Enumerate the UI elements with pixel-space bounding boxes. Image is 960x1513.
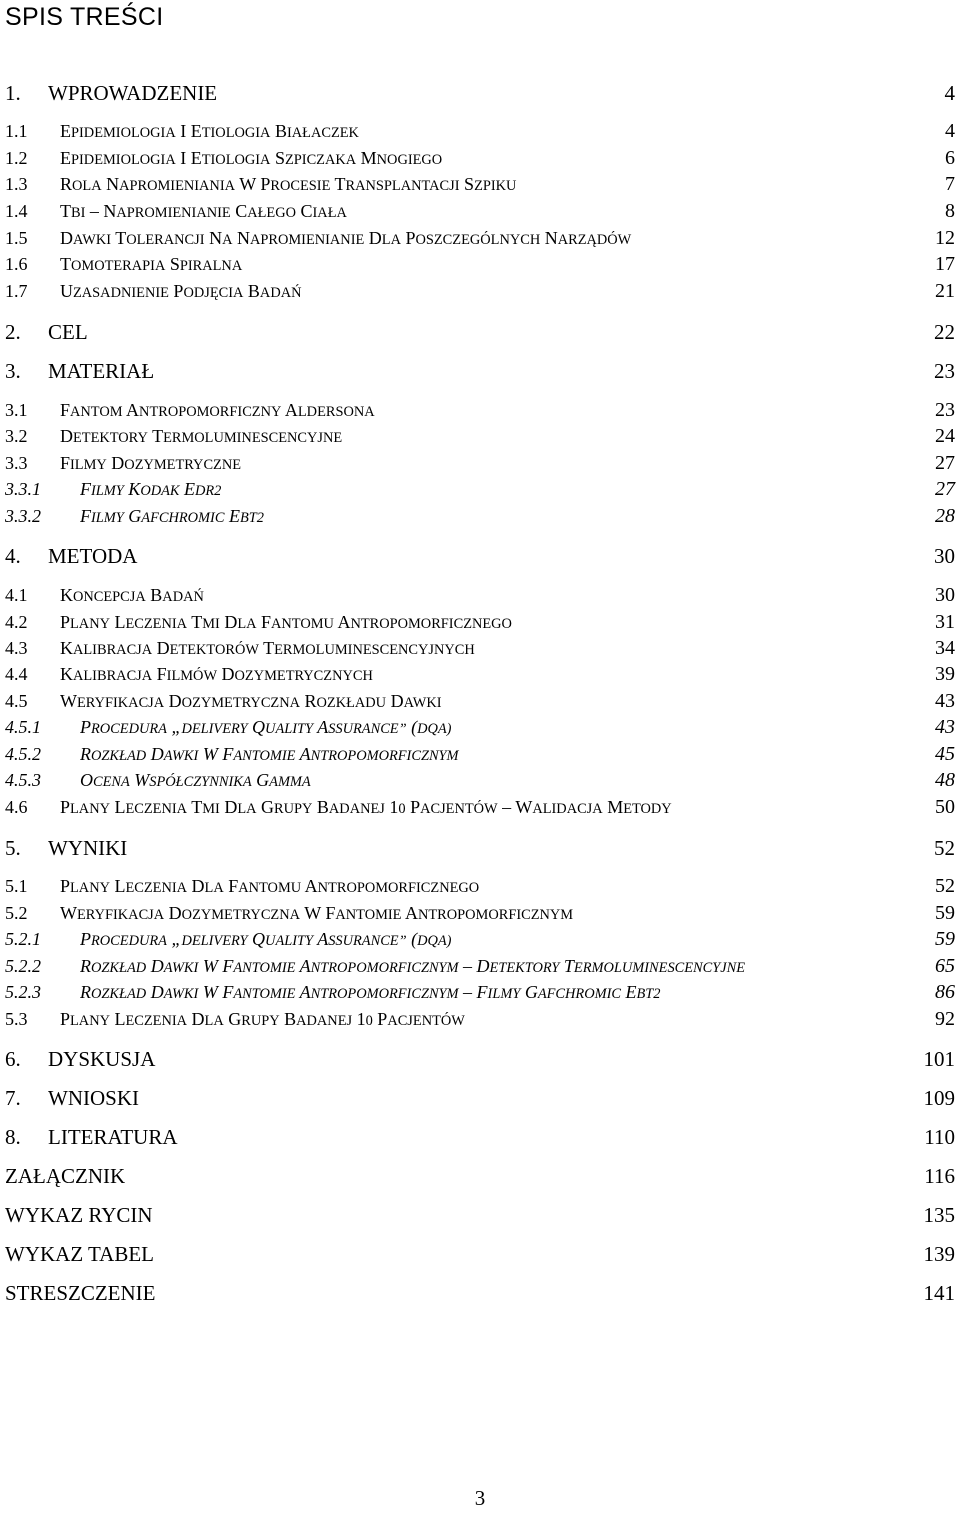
toc-entry-page: 65 (935, 955, 955, 977)
toc-entry-number: 5. (5, 836, 21, 860)
toc-entry-page: 52 (935, 875, 955, 897)
toc-entry-number: 4.6 (5, 797, 28, 817)
toc-entry[interactable] (5, 477, 955, 501)
toc-entry-number: 5.3 (5, 1009, 28, 1029)
toc-entry-page: 34 (935, 637, 955, 659)
toc-entry-label: ROLA NAPROMIENIANIA W PROCESIE TRANSPLANTACJI SZPIKU (60, 174, 517, 194)
toc-entry-page: 110 (924, 1125, 955, 1149)
toc-entry-number: 1.1 (5, 121, 28, 141)
toc-entry-label: KALIBRACJA DETEKTORÓW TERMOLUMINESCENCYJNYCH (60, 638, 475, 658)
toc-entry[interactable] (5, 451, 955, 475)
toc-entry-page: 30 (934, 544, 955, 568)
toc-entry-number: 6. (5, 1047, 21, 1071)
toc-entry-number: 3.2 (5, 426, 28, 446)
toc-entry-page: 92 (935, 1008, 955, 1030)
toc-entry-page: 12 (935, 227, 955, 249)
toc-entry[interactable] (5, 583, 955, 607)
toc-entry-label: FILMY GAFCHROMIC EBT2 (80, 506, 264, 526)
toc-entry-page: 31 (935, 611, 955, 633)
toc-entry-label: STRESZCZENIE (5, 1281, 156, 1305)
toc-entry[interactable] (5, 768, 955, 792)
toc-entry-page: 59 (935, 928, 955, 950)
toc-entry-number: 4.5.2 (5, 744, 41, 764)
toc-entry-label: DETEKTORY TERMOLUMINESCENCYJNE (60, 426, 343, 446)
toc-entry[interactable] (5, 199, 955, 223)
toc-entry-label: FILMY KODAK EDR2 (80, 479, 222, 499)
toc-entry-label: WYNIKI (48, 836, 128, 860)
toc-entry-number: 4.5.3 (5, 770, 41, 790)
toc-entry[interactable] (5, 662, 955, 686)
toc-entry[interactable] (5, 319, 955, 346)
toc-entry-label: PLANY LECZENIA DLA GRUPY BADANEJ 10 PACJENTÓW (60, 1009, 465, 1029)
toc-entry[interactable] (5, 954, 955, 978)
toc-entry-number: 1.3 (5, 174, 28, 194)
toc-entry-number: 5.1 (5, 876, 28, 896)
toc-entry[interactable] (5, 252, 955, 276)
page-title: SPIS TREŚCI (5, 3, 164, 31)
toc-entry-label: LITERATURA (48, 1125, 178, 1149)
toc-entry-number: 4.1 (5, 585, 28, 605)
toc-entry[interactable] (5, 1241, 955, 1268)
toc-entry[interactable] (5, 1124, 955, 1151)
toc-entry-page: 4 (945, 120, 955, 142)
toc-entry[interactable] (5, 927, 955, 951)
toc-entry[interactable] (5, 1280, 955, 1307)
toc-entry-number: 1.5 (5, 228, 28, 248)
toc-entry-number: 1.7 (5, 281, 28, 301)
toc-entry-number: 7. (5, 1086, 21, 1110)
toc-entry-label: PROCEDURA „DELIVERY QUALITY ASSURANCE” (DQA) (80, 717, 452, 737)
toc-entry[interactable] (5, 80, 955, 107)
toc-entry-page: 39 (935, 663, 955, 685)
toc-entry-label: ROZKŁAD DAWKI W FANTOMIE ANTROPOMORFICZNYM – FILMY GAFCHROMIC EBT2 (80, 982, 661, 1002)
toc-entry-label: WPROWADZENIE (48, 81, 218, 105)
toc-entry-number: 5.2.3 (5, 982, 41, 1002)
toc-entry[interactable] (5, 358, 955, 385)
toc-entry-number: 3.3 (5, 453, 28, 473)
toc-entry-page: 7 (945, 173, 955, 195)
toc-entry-label: CEL (48, 320, 88, 344)
toc-entry-number: 4.5.1 (5, 717, 41, 737)
toc-entry-label: EPIDEMIOLOGIA I ETIOLOGIA SZPICZAKA MNOGIEGO (60, 148, 443, 168)
toc-entry[interactable] (5, 146, 955, 170)
toc-entry-label: ZAŁĄCZNIK (5, 1164, 126, 1188)
toc-entry-page: 50 (935, 796, 955, 818)
toc-entry-page: 24 (935, 425, 955, 447)
toc-entry-label: MATERIAŁ (48, 359, 155, 383)
toc-entry-number: 4.3 (5, 638, 28, 658)
toc-entry-label: UZASADNIENIE PODJĘCIA BADAŃ (60, 281, 302, 301)
toc-entry-page: 43 (935, 716, 955, 738)
toc-entry[interactable] (5, 689, 955, 713)
toc-entry-page: 116 (924, 1164, 955, 1188)
toc-entry-label: KONCEPCJA BADAŃ (60, 585, 204, 605)
toc-entry[interactable] (5, 835, 955, 862)
toc-entry[interactable] (5, 226, 955, 250)
toc-entry-page: 22 (934, 320, 955, 344)
toc-entry[interactable] (5, 795, 955, 819)
toc-entry-number: 5.2.2 (5, 956, 41, 976)
toc-entry-page: 27 (935, 478, 955, 500)
toc-entry[interactable] (5, 119, 955, 143)
toc-entry-page: 17 (935, 253, 955, 275)
toc-entry[interactable] (5, 398, 955, 422)
toc-entry-label: WERYFIKACJA DOZYMETRYCZNA ROZKŁADU DAWKI (60, 691, 442, 711)
toc-entry-page: 45 (935, 743, 955, 765)
toc-entry-page: 52 (934, 836, 955, 860)
toc-entry-number: 4.4 (5, 664, 28, 684)
toc-entry[interactable] (5, 1202, 955, 1229)
toc-entry-number: 3.3.2 (5, 506, 41, 526)
toc-entry-page: 86 (935, 981, 955, 1003)
toc-entry[interactable] (5, 172, 955, 196)
toc-entry-page: 109 (923, 1086, 955, 1110)
toc-entry[interactable] (5, 543, 955, 570)
toc-entry-label: OCENA WSPÓŁCZYNNIKA GAMMA (80, 770, 311, 790)
toc-entry-number: 2. (5, 320, 21, 344)
toc-entry[interactable] (5, 279, 955, 303)
toc-entry-page: 27 (935, 452, 955, 474)
toc-entry-label: DAWKI TOLERANCJI NA NAPROMIENIANIE DLA POSZCZEGÓLNYCH NARZĄDÓW (60, 228, 632, 248)
toc-entry-label: EPIDEMIOLOGIA I ETIOLOGIA BIAŁACZEK (60, 121, 359, 141)
toc-entry-page: 59 (935, 902, 955, 924)
toc-entry-page: 23 (935, 399, 955, 421)
toc-entry-page: 101 (923, 1047, 955, 1071)
toc-entry[interactable] (5, 742, 955, 766)
toc-entry-label: WYKAZ RYCIN (5, 1203, 153, 1227)
toc-entry-label: TOMOTERAPIA SPIRALNA (60, 254, 243, 274)
toc-entry-page: 139 (923, 1242, 955, 1266)
toc-entry[interactable] (5, 715, 955, 739)
toc-entry-page: 8 (945, 200, 955, 222)
toc-entry-label: WYKAZ TABEL (5, 1242, 154, 1266)
toc-entry-page: 141 (923, 1281, 955, 1305)
toc-entry-number: 4.5 (5, 691, 28, 711)
toc-entry-page: 48 (935, 769, 955, 791)
toc-entry[interactable] (5, 504, 955, 528)
toc-entry[interactable] (5, 1163, 955, 1190)
toc-entry-number: 1.4 (5, 201, 28, 221)
toc-entry-label: FANTOM ANTROPOMORFICZNY ALDERSONA (60, 400, 375, 420)
toc-entry[interactable] (5, 980, 955, 1004)
toc-entry-page: 28 (935, 505, 955, 527)
toc-entry-label: WNIOSKI (48, 1086, 139, 1110)
toc-entry-page: 43 (935, 690, 955, 712)
toc-entry[interactable] (5, 610, 955, 634)
toc-entry-label: PROCEDURA „DELIVERY QUALITY ASSURANCE” (DQA) (80, 929, 452, 949)
toc-entry-label: PLANY LECZENIA TMI DLA GRUPY BADANEJ 10 PACJENTÓW – WALIDACJA METODY (60, 797, 672, 817)
toc-entry-page: 4 (944, 81, 955, 105)
toc-entry-number: 3. (5, 359, 21, 383)
toc-entry-page: 6 (945, 147, 955, 169)
toc-entry[interactable] (5, 424, 955, 448)
toc-entry-number: 3.3.1 (5, 479, 41, 499)
toc-entry-label: ROZKŁAD DAWKI W FANTOMIE ANTROPOMORFICZNYM – DETEKTORY TERMOLUMINESCENCYJNE (80, 956, 746, 976)
toc-entry[interactable] (5, 1046, 955, 1073)
toc-entry-label: KALIBRACJA FILMÓW DOZYMETRYCZNYCH (60, 664, 373, 684)
toc-entry-label: TBI – NAPROMIENIANIE CAŁEGO CIAŁA (60, 201, 347, 221)
toc-entry-label: DYSKUSJA (48, 1047, 156, 1071)
toc-entry-number: 4. (5, 544, 21, 568)
toc-entry-number: 5.2.1 (5, 929, 41, 949)
toc-entry-page: 30 (935, 584, 955, 606)
toc-entry[interactable] (5, 874, 955, 898)
toc-entry[interactable] (5, 636, 955, 660)
toc-entry-number: 1.2 (5, 148, 28, 168)
toc-entry-label: PLANY LECZENIA TMI DLA FANTOMU ANTROPOMORFICZNEGO (60, 612, 512, 632)
toc-entry-number: 4.2 (5, 612, 28, 632)
toc-entry-number: 5.2 (5, 903, 28, 923)
page-number: 3 (474, 1486, 486, 1510)
toc-entry[interactable] (5, 901, 955, 925)
toc-entry-label: ROZKŁAD DAWKI W FANTOMIE ANTROPOMORFICZNYM (80, 744, 459, 764)
toc-entry-number: 8. (5, 1125, 21, 1149)
toc-entry-label: PLANY LECZENIA DLA FANTOMU ANTROPOMORFICZNEGO (60, 876, 480, 896)
toc-entry-number: 1. (5, 81, 21, 105)
toc-entry-page: 21 (935, 280, 955, 302)
toc-entry[interactable] (5, 1085, 955, 1112)
toc-entry-page: 135 (923, 1203, 955, 1227)
toc-entry-label: WERYFIKACJA DOZYMETRYCZNA W FANTOMIE ANTROPOMORFICZNYM (60, 903, 574, 923)
toc-entry-number: 1.6 (5, 254, 28, 274)
toc-entry-label: FILMY DOZYMETRYCZNE (60, 453, 242, 473)
toc-entry-label: METODA (48, 544, 138, 568)
toc-entry-number: 3.1 (5, 400, 28, 420)
toc-entry-page: 23 (934, 359, 955, 383)
toc-entry[interactable] (5, 1007, 955, 1031)
